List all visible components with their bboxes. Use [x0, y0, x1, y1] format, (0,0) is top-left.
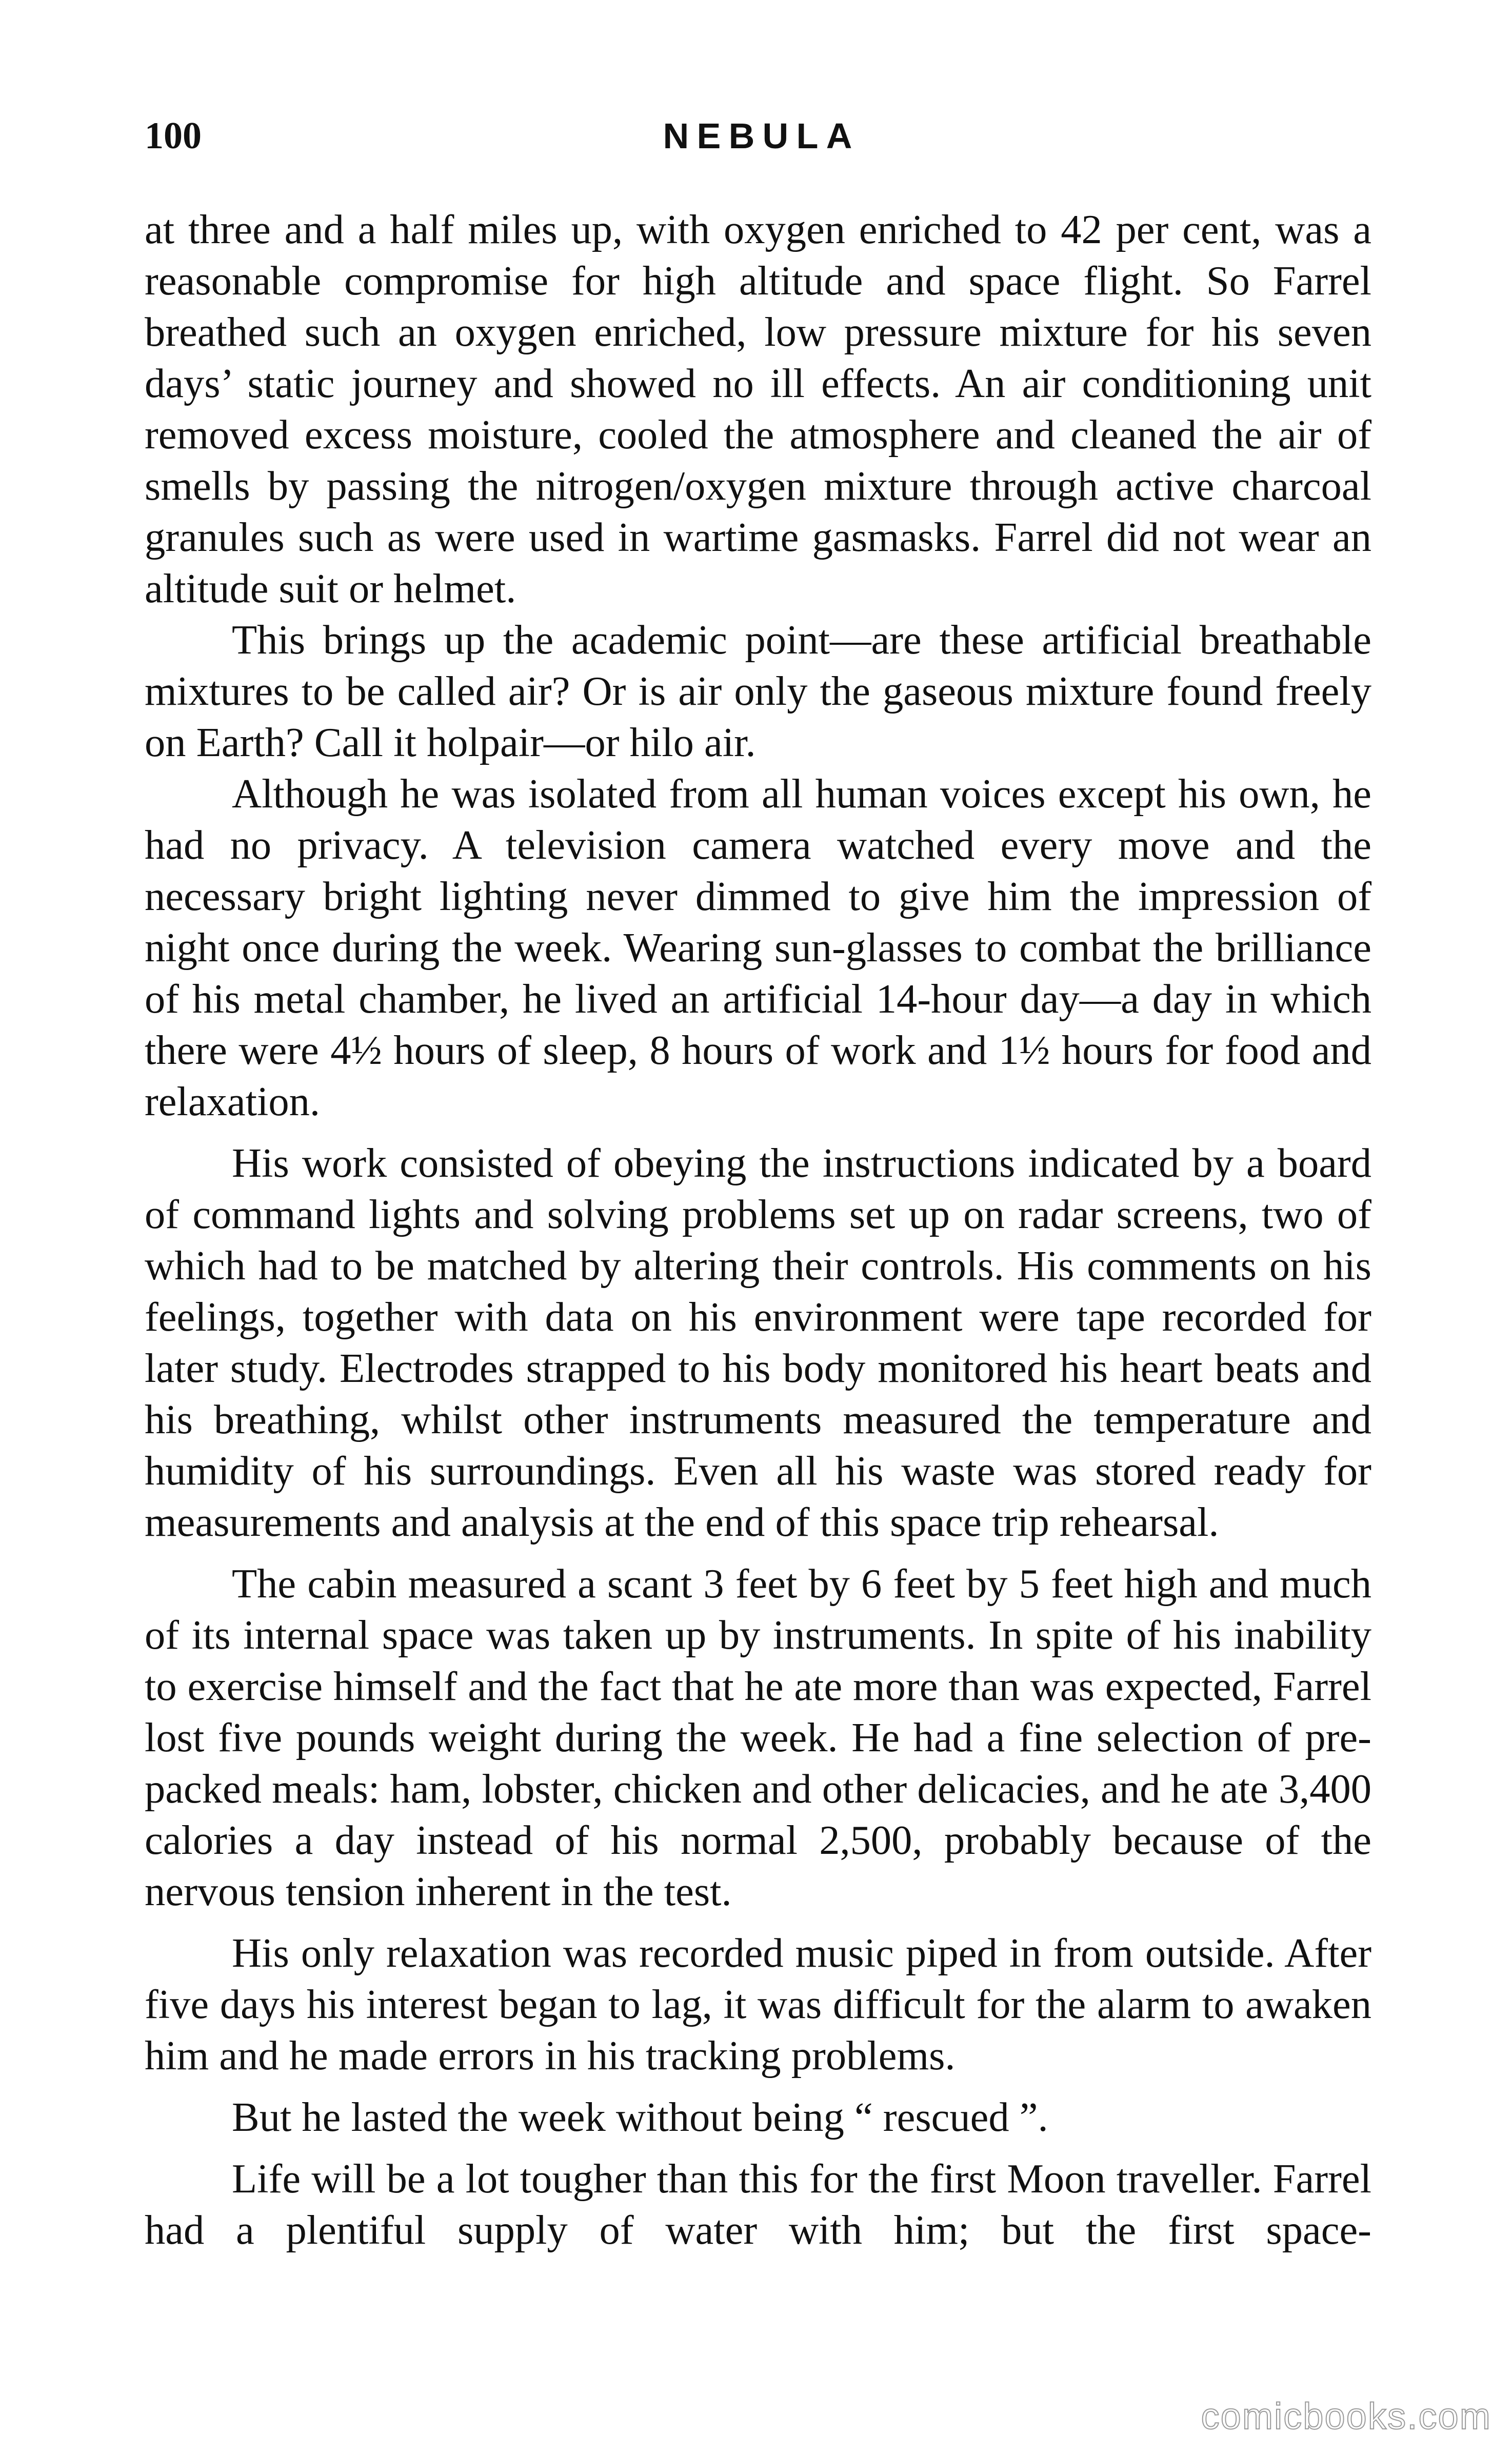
running-title: NEBULA — [663, 116, 860, 156]
paragraph-rescued: But he lasted the week without being “ rescued ”. — [232, 2094, 1048, 2140]
paragraph-relaxation: His only relaxation was recorded music piped in from outside. After five days his interest began to lag, it was difficult for the alarm to awaken him and he made errors in his tracking problems. — [145, 1930, 1371, 2079]
body-text — [145, 204, 1371, 2256]
paragraph-breathable-mixtures: This brings up the academic point—are these artificial breathable mixtures to be called air? Or is air only the gaseous mixture found freely on Earth? Call it holpair—or hilo air. — [145, 617, 1371, 765]
page-number: 100 — [145, 115, 202, 157]
paragraph-cabin: The cabin measured a scant 3 feet by 6 feet by 5 feet high and much of its internal space was taken up by instruments. In spite of his inability to exercise himself and the fact that he ate more than was expected, Farrel lost five pounds weight during the week. He had a fine selection of pre-packed meals: ham, lobster, chicken and other delicacies, and he ate 3,400 calories a day instead of his normal 2,500, probably because of the nervous tension inherent in the test. — [145, 1561, 1371, 1914]
watermark: comicbooks.com — [1201, 2396, 1491, 2437]
paragraph-isolation: Although he was isolated from all human voices except his own, he had no privacy. A television camera watched every move and the necessary bright lighting never dimmed to give him the impression of night once during the week. Wearing sun-glasses to combat the brilliance of his metal chamber, he lived an artificial 14-hour day—a day in which there were 4½ hours of sleep, 8 hours of work and 1½ hours for food and relaxation. — [145, 771, 1371, 1124]
running-head — [145, 110, 1370, 162]
paragraph-moon-traveller: Life will be a lot tougher than this for the first Moon traveller. Farrel had a plentiful supply of water with him; but the first space- — [145, 2156, 1371, 2253]
paragraph-work: His work consisted of obeying the instructions indicated by a board of command lights and solving problems set up on radar screens, two of which had to be matched by altering their controls. His comments on his feelings, together with data on his environment were tape recorded for later study. Electrodes strapped to his body monitored his heart beats and his breathing, whilst other instruments measured the temperature and humidity of his surroundings. Even all his waste was stored ready for measurements and analysis at the end of this space trip rehearsal. — [145, 1140, 1371, 1545]
paragraph-continuation: at three and a half miles up, with oxygen enriched to 42 per cent, was a reasonable compromise for high altitude and space flight. So Farrel breathed such an oxygen enriched, low pressure mixture for his seven days’ static journey and showed no ill effects. An air conditioning unit removed excess moisture, cooled the atmosphere and cleaned the air of smells by passing the nitrogen/oxygen mixture through active charcoal granules such as were used in wartime gasmasks. Farrel did not wear an altitude suit or helmet. — [145, 207, 1371, 611]
